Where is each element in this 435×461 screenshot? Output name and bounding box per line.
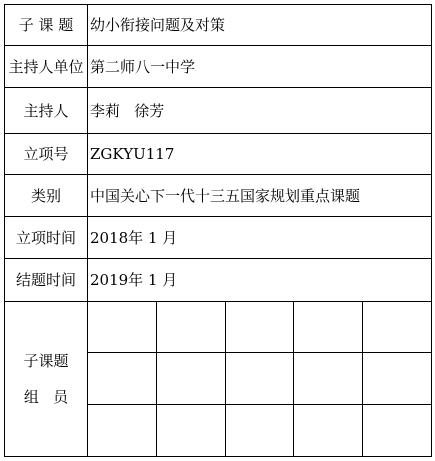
members-label <box>5 301 88 456</box>
row-category <box>5 174 432 216</box>
member-cell <box>88 353 157 405</box>
end-date-label: 结题时间 <box>5 259 88 301</box>
subtopic-value: 幼小衔接问题及对策 <box>88 5 432 46</box>
row-subtopic <box>5 5 432 46</box>
start-date-value: 2018年 1 月 <box>88 217 432 259</box>
row-host <box>5 88 432 133</box>
member-cell <box>156 405 225 457</box>
row-host-unit <box>5 46 432 88</box>
project-number-value: ZGKYU117 <box>88 133 432 174</box>
member-cell <box>225 405 294 457</box>
members-row-1 <box>5 301 432 353</box>
row-end-date <box>5 259 432 301</box>
subtopic-label: 子 课 题 <box>5 5 88 46</box>
category-value: 中国关心下一代十三五国家规划重点课题 <box>88 174 432 216</box>
member-cell <box>88 405 157 457</box>
member-cell <box>294 301 363 353</box>
host-unit-label: 主持人单位 <box>5 46 88 88</box>
members-label-line2: 组 员 <box>23 387 69 406</box>
member-cell <box>294 405 363 457</box>
project-number-label: 立项号 <box>5 133 88 174</box>
host-label: 主持人 <box>5 88 88 133</box>
row-start-date <box>5 217 432 259</box>
member-cell <box>156 353 225 405</box>
row-project-number <box>5 133 432 174</box>
start-date-label: 立项时间 <box>5 217 88 259</box>
category-label: 类别 <box>5 174 88 216</box>
members-label-line1: 子课题 <box>23 351 69 370</box>
member-cell <box>88 301 157 353</box>
host-unit-value: 第二师八一中学 <box>88 46 432 88</box>
end-date-value: 2019年 1 月 <box>88 259 432 301</box>
member-cell <box>363 405 432 457</box>
member-cell <box>225 353 294 405</box>
host-value: 李莉 徐芳 <box>88 88 432 133</box>
member-cell <box>363 301 432 353</box>
member-cell <box>225 301 294 353</box>
member-cell <box>363 353 432 405</box>
member-cell <box>156 301 225 353</box>
project-info-table <box>4 4 432 457</box>
member-cell <box>294 353 363 405</box>
